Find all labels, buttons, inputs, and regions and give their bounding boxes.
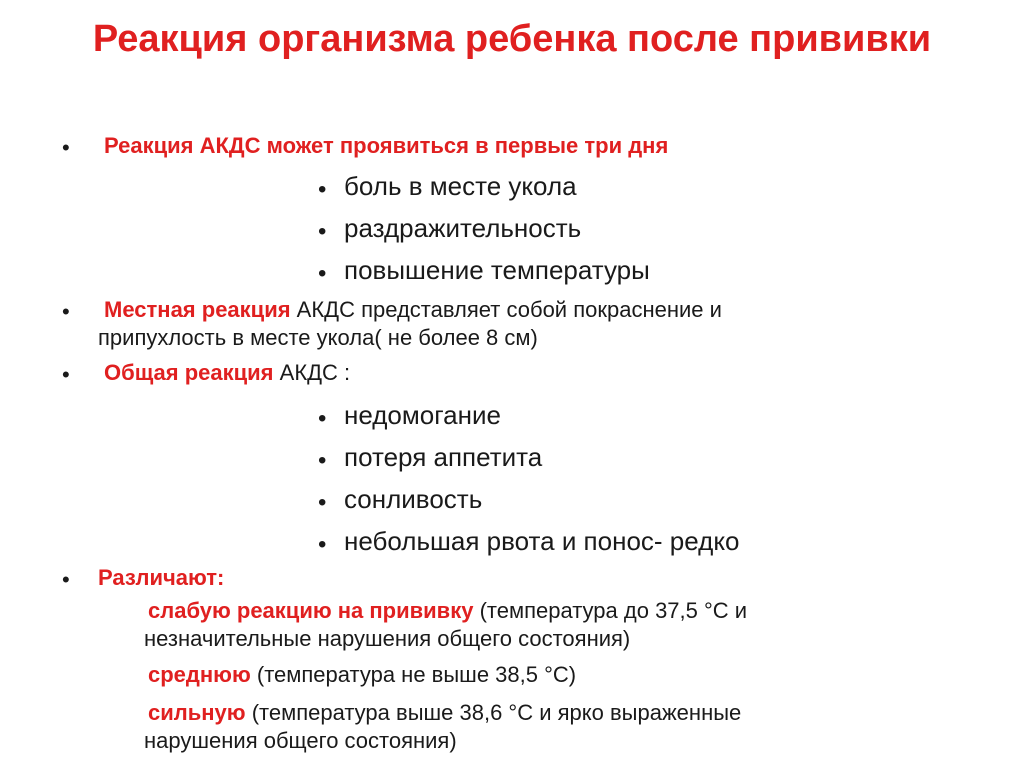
weak-reaction-line-2: незначительные нарушения общего состояния)	[144, 626, 631, 651]
local-reaction-label: Местная реакция	[104, 297, 291, 322]
strong-reaction-label: сильную	[148, 700, 246, 725]
weak-reaction-text: (температура до 37,5 °С и	[473, 598, 748, 623]
bullet: •	[318, 218, 327, 245]
strong-reaction-line-2: нарушения общего состояния)	[144, 728, 457, 753]
bullet: •	[62, 135, 70, 160]
general-reaction-heading	[104, 360, 350, 386]
slide-title: Реакция организма ребенка после прививки	[92, 18, 932, 60]
bullet: •	[318, 489, 327, 516]
bullet: •	[318, 176, 327, 203]
list-item: раздражительность	[344, 213, 582, 243]
bullet: •	[62, 299, 70, 324]
local-reaction-line-1	[104, 297, 722, 323]
bullet: •	[62, 567, 70, 592]
medium-reaction-line	[148, 662, 576, 688]
general-reaction-text: АКДС :	[273, 360, 351, 385]
list-item: боль в месте укола	[344, 171, 577, 201]
list-item: повышение температуры	[344, 255, 650, 285]
akds-timing-heading: Реакция АКДС может проявиться в первые три дня	[104, 133, 669, 158]
general-reaction-label: Общая реакция	[104, 360, 274, 385]
distinguish-heading: Различают:	[98, 565, 225, 590]
strong-reaction-text: (температура выше 38,6 °С и ярко выраженные	[245, 700, 742, 725]
bullet: •	[318, 405, 327, 432]
local-reaction-text: АКДС представляет собой покраснение и	[290, 297, 722, 322]
weak-reaction-label: слабую реакцию на прививку	[148, 598, 474, 623]
list-item: потеря аппетита	[344, 442, 543, 472]
list-item: сонливость	[344, 484, 483, 514]
strong-reaction-line-1	[148, 700, 741, 726]
local-reaction-line-2: припухлость в месте укола( не более 8 см)	[98, 325, 538, 350]
list-item: недомогание	[344, 400, 501, 430]
bullet: •	[318, 447, 327, 474]
bullet: •	[318, 531, 327, 558]
medium-reaction-label: среднюю	[148, 662, 251, 687]
weak-reaction-line-1	[148, 598, 747, 624]
bullet: •	[62, 362, 70, 387]
list-item: небольшая рвота и понос- редко	[344, 526, 740, 556]
bullet: •	[318, 260, 327, 287]
medium-reaction-text: (температура не выше 38,5 °С)	[250, 662, 577, 687]
